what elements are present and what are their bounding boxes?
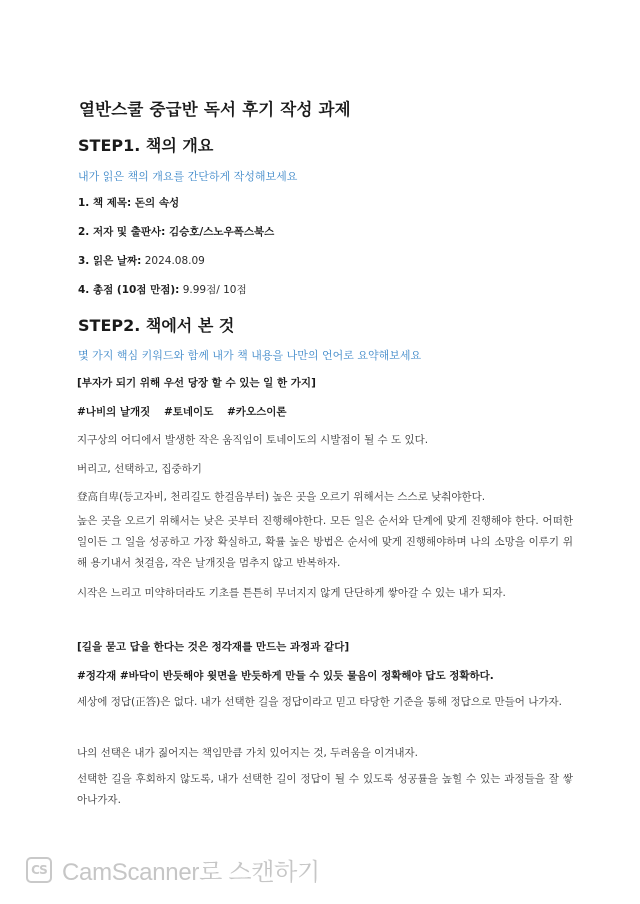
section2-paragraph-3: 선택한 길을 후회하지 않도록, 내가 선택한 길이 정답이 될 수 있도록 성공률을 높힐 수 있는 과정들을 잘 쌓아나가자. [77, 773, 573, 806]
section2-paragraph-1: 세상에 정답(正答)은 없다. 내가 선택한 길을 정답이라고 믿고 타당한 기준을 통해 정답으로 만들어 나가자. [77, 696, 562, 708]
overview-item-author [78, 224, 274, 239]
overview-item-title [78, 195, 179, 210]
step2-guide: 몇 가지 핵심 키워드와 함께 내가 책 내용을 나만의 언어로 요약해보세요 [78, 349, 422, 362]
camscanner-logo-icon: CS [26, 857, 52, 883]
keyword-tag: #카오스이론 [227, 406, 287, 418]
section2-title: [길을 묻고 답을 한다는 것은 정각재를 만드는 과정과 같다] [77, 641, 350, 653]
watermark-text: CamScanner로 스캔하기 [62, 859, 320, 886]
section1-paragraph-5: 시작은 느리고 미약하더라도 기초를 튼튼히 무너지지 않게 단단하게 쌓아갈 수 있는 내가 되자. [77, 587, 506, 599]
item-value: 김승호/스노우폭스북스 [165, 226, 275, 238]
item-label: 4. 총점 (10점 만점): [78, 284, 180, 296]
item-label: 1. 책 제목: [78, 197, 132, 209]
item-label: 2. 저자 및 출판사: [78, 226, 166, 238]
item-value: 돈의 속성 [131, 197, 180, 209]
item-label: 3. 읽은 날짜: [78, 255, 142, 267]
step1-heading: STEP1. 책의 개요 [78, 136, 214, 155]
section2-tags: #정각재 #바닥이 반듯해야 윗면을 반듯하게 만들 수 있듯 물음이 정확해야 답도 정확하다. [77, 670, 494, 682]
section1-title: [부자가 되기 위해 우선 당장 할 수 있는 일 한 가지] [77, 377, 316, 389]
section1-paragraph-4: 높은 곳을 오르기 위해서는 낮은 곳부터 진행해야한다. 모든 일은 순서와 단계에 맞게 진행해야 한다. 어떠한 일이든 그 일을 성공하고 가장 확실하고, 확률 높은 방법은 순서에 맞게 진행해야하며 나의 소망을 이루기 위해 용기내서 첫걸음, 작은 날개짓을 멈추지 않고 반복하자. [77, 515, 573, 569]
item-value: 9.99점/ 10점 [179, 284, 247, 296]
keyword-tag: #토네이도 [163, 406, 214, 418]
camscanner-watermark [26, 852, 320, 887]
step2-heading: STEP2. 책에서 본 것 [78, 316, 235, 335]
section2-paragraph-2: 나의 선택은 내가 짊어지는 책임만큼 가치 있어지는 것, 두려움을 이겨내자. [77, 747, 419, 759]
overview-item-date [78, 253, 205, 268]
section1-paragraph-3: 登高自卑(등고자비, 천리길도 한걸음부터) 높은 곳을 오르기 위해서는 스스로 낮춰야한다. [77, 491, 486, 503]
section1-tags [77, 404, 297, 419]
item-value: 2024.08.09 [141, 255, 205, 267]
step1-guide: 내가 읽은 책의 개요를 간단하게 작성해보세요 [78, 170, 298, 183]
overview-item-score [78, 282, 247, 297]
section1-paragraph-2: 버리고, 선택하고, 집중하기 [77, 463, 202, 475]
section1-paragraph-1: 지구상의 어디에서 발생한 작은 움직임이 토네이도의 시발점이 될 수 도 있다. [77, 434, 429, 446]
document-title: 열반스쿨 중급반 독서 후기 작성 과제 [79, 100, 351, 119]
keyword-tag: #나비의 날개짓 [77, 406, 151, 418]
